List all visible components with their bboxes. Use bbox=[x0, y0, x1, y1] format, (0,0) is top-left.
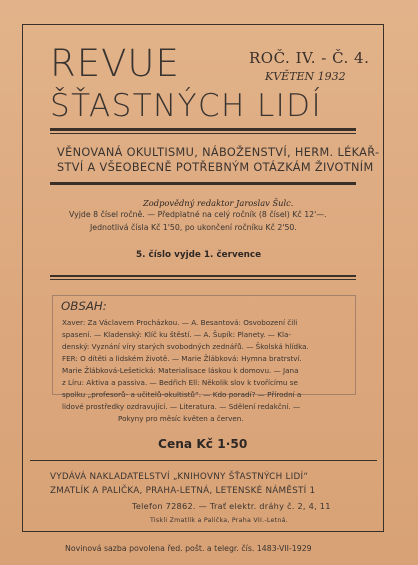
divider-top-thin bbox=[50, 133, 356, 134]
publisher-line1: VYDÁVÁ NAKLADATELSTVÍ „KNIHOVNY ŠŤASTNÝCH LIDÍ“ bbox=[50, 472, 309, 482]
subtitle-line1: VĚNOVANÁ OKULTISMU, NÁBOŽENSTVÍ, HERM. LÉKAŘ- bbox=[57, 146, 380, 159]
contents-heading: OBSAH: bbox=[61, 299, 107, 313]
issue-number: ROČ. IV. - Č. 4. bbox=[249, 49, 370, 67]
divider-contents bbox=[50, 275, 356, 277]
next-issue-notice: 5. číslo vyjde 1. července bbox=[136, 250, 262, 260]
publisher-phone: Telefon 72862. — Trať elektr. dráhy č. 2, 4, 11 bbox=[132, 501, 331, 511]
contents-line: spasení. — Kladenský: Klíč ku štěstí. — A. Šupík: Planety. — Kla- bbox=[62, 330, 291, 339]
price-label: Cena Kč 1·50 bbox=[158, 437, 248, 451]
masthead-title-line2: ŠŤASTNÝCH LIDÍ bbox=[50, 88, 322, 124]
pricing-line1: Vyjde 8 čísel ročně. — Předplatné na celý ročník (8 čísel) Kč 12'—. bbox=[69, 210, 327, 219]
contents-line: denský: Vyznání víry starých svobodných zednářů. — Školská hlídka. bbox=[62, 342, 309, 351]
issue-date: KVĚTEN 1932 bbox=[265, 70, 346, 83]
publisher-divider bbox=[30, 460, 377, 461]
subtitle-line2: STVÍ A VŠEOBECNĚ POTŘEBNÝM OTÁZKÁM ŽIVOTNÍM bbox=[57, 161, 374, 174]
masthead-title-line1: REVUE bbox=[50, 42, 180, 85]
contents-line: lidové prostředky ozdravující. — Literatura. — Sdělení redakční. — bbox=[62, 402, 301, 411]
divider-contents-thin bbox=[50, 279, 356, 280]
divider-middle bbox=[50, 182, 356, 185]
printer-line: Tiskli Zmatlík a Palička, Praha VII.-Letná. bbox=[150, 517, 288, 524]
editor-line: Zodpovědný redaktor Jaroslav Šulc. bbox=[143, 198, 294, 208]
postal-notice: Novinová sazba povolena řed. pošt. a telegr. čís. 1483-VII-1929 bbox=[65, 544, 312, 553]
contents-line: z Líru: Aktiva a passiva. — Bedřich Ell: Několik slov k tvořícímu se bbox=[62, 378, 298, 387]
contents-line: FER: O dítěti a lidském životě. — Marie Žlábková: Hymna bratrství. bbox=[62, 354, 302, 363]
contents-line: Pokyny pro měsíc květen a červen. bbox=[118, 414, 244, 423]
pricing-line2: Jednotlivá čísla Kč 1'50, po ukončení ročníku Kč 2'50. bbox=[90, 223, 297, 232]
divider-top bbox=[50, 128, 356, 131]
publisher-line2: ZMATLÍK A PALIČKA, PRAHA-LETNÁ, LETENSKÉ NÁMĚSTÍ 1 bbox=[50, 486, 316, 496]
contents-line: spolku „profesorů- a učitelů-okultistů“. — Kdo poradí? — Přírodní a bbox=[62, 390, 302, 399]
contents-line: Marie Žlábková-Lešetická: Materialisace láskou k domovu. — Jana bbox=[62, 366, 299, 375]
contents-line: Xaver: Za Václavem Procházkou. — A. Besantová: Osvobození čili bbox=[62, 318, 298, 327]
